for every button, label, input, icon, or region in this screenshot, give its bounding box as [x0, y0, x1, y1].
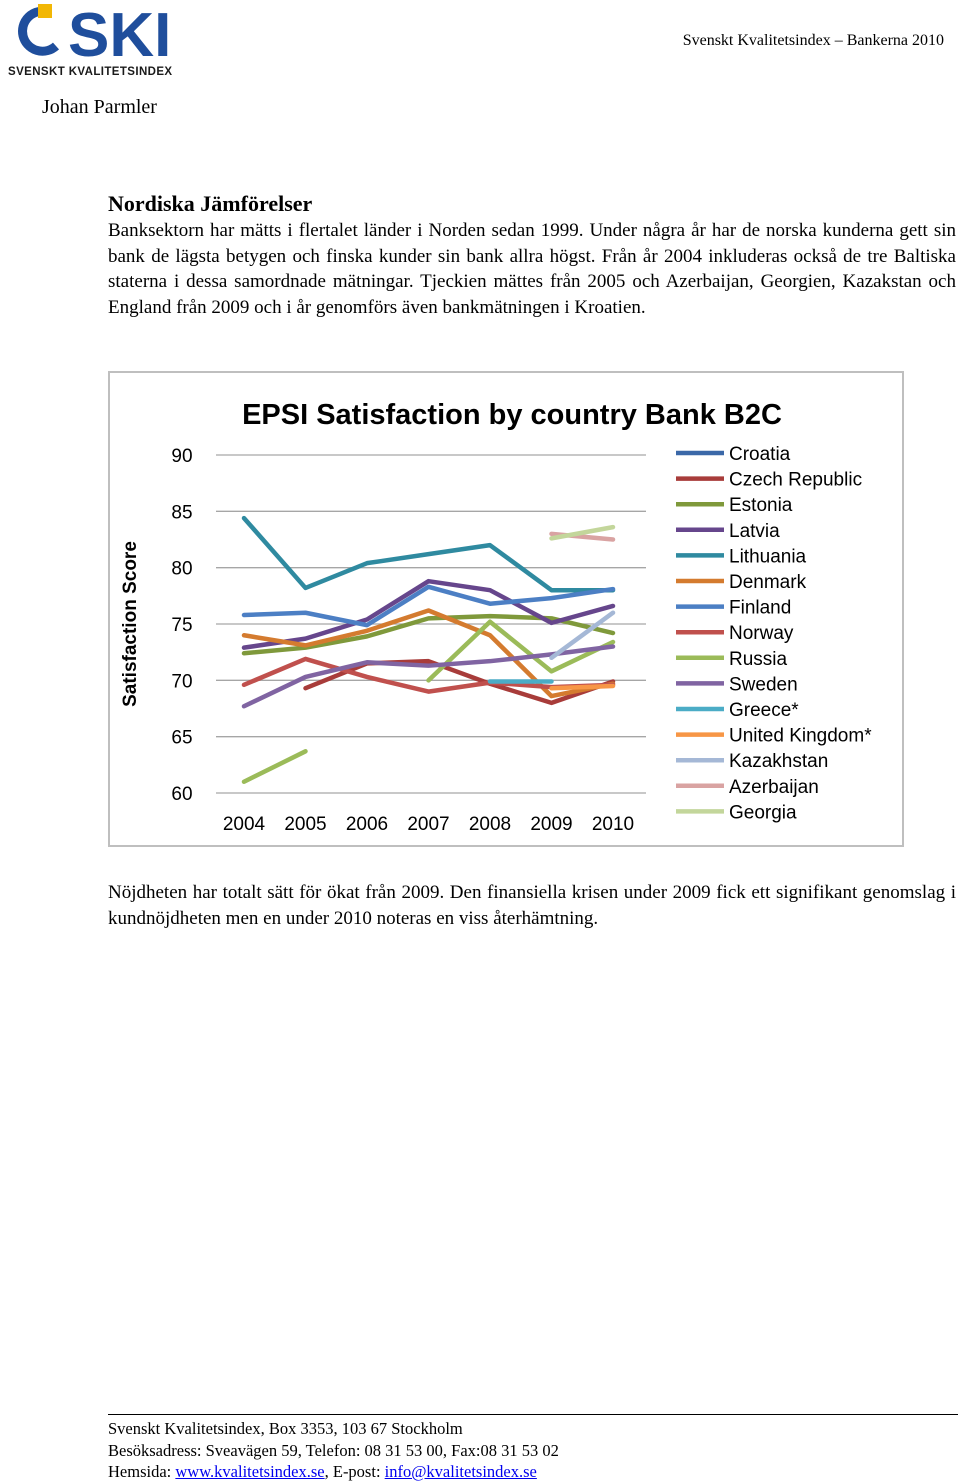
section-paragraph: Banksektorn har mätts i flertalet länder i Norden sedan 1999. Under några år har de norska kunderna gett sin bank de lägsta betygen och finska kunder sin bank allra högst. Från år 2004 inkluderas också de tre Baltiska staterna i dessa samordnade mätningar. Tjeckien mättes från 2005 och Azerbaijan, Georgien, Kazakstan och England från 2009 och i år genomförs även bankmätningen i Kroatien. — [108, 220, 956, 318]
footer-contact — [108, 1461, 559, 1483]
x-tick-label: 2005 — [284, 814, 327, 835]
legend-label: Georgia — [729, 802, 797, 824]
email-link[interactable]: info@kvalitetsindex.se — [384, 1462, 537, 1481]
legend-label: Norway — [729, 623, 794, 645]
x-tick-label: 2009 — [530, 814, 573, 835]
footer-address: Svenskt Kvalitetsindex, Box 3353, 103 67 Stockholm — [108, 1419, 463, 1438]
legend-label: Russia — [729, 648, 788, 670]
ski-logo — [8, 4, 208, 80]
header-title: Svenskt Kvalitetsindex – Bankerna 2010 — [682, 32, 944, 49]
footer-web-label: Hemsida: — [108, 1462, 176, 1481]
y-tick-label: 80 — [171, 558, 193, 580]
legend-label: United Kingdom* — [729, 725, 872, 747]
section-heading: Nordiska Jämförelser — [108, 191, 313, 216]
x-tick-label: 2008 — [468, 814, 512, 835]
y-tick-label: 90 — [171, 446, 193, 467]
y-tick-label: 60 — [171, 784, 193, 805]
y-axis-label: Satisfaction Score — [120, 541, 141, 707]
footer-divider — [108, 1414, 958, 1415]
legend-label: Czech Republic — [729, 469, 863, 491]
author-name: Johan Parmler — [42, 96, 157, 118]
x-tick-label: 2007 — [407, 814, 450, 835]
legend-label: Denmark — [729, 572, 807, 593]
x-tick-label: 2006 — [345, 814, 389, 835]
after-chart-paragraph: Nöjdheten har totalt sätt för ökat från 2009. Den finansiella krisen under 2009 fick ett signifikant genomslag i kundnöjdheten men en under 2010 noteras en viss återhämtning. — [108, 882, 956, 929]
legend-label: Lithuania — [729, 546, 807, 568]
series-line-russia — [244, 751, 306, 781]
legend-label: Estonia — [729, 495, 793, 517]
y-tick-label: 65 — [171, 727, 193, 749]
legend-label: Sweden — [729, 674, 798, 696]
legend-label: Croatia — [729, 444, 791, 465]
legend-label: Greece* — [729, 700, 799, 721]
logo-subtitle: SVENSKT KVALITETSINDEX — [8, 66, 173, 78]
x-tick-label: 2004 — [222, 814, 266, 835]
y-tick-label: 70 — [171, 671, 193, 693]
x-tick-label: 2010 — [591, 814, 635, 835]
ski-logo-mark — [8, 4, 208, 64]
satisfaction-chart — [110, 373, 906, 849]
y-tick-label: 75 — [171, 615, 193, 636]
y-tick-label: 85 — [171, 502, 193, 524]
legend-label: Kazakhstan — [729, 751, 829, 773]
logo-text: SKI — [68, 4, 172, 64]
footer-visit-address: Besöksadress: Sveavägen 59, Telefon: 08 31 53 00, Fax:08 31 53 02 — [108, 1440, 559, 1460]
logo-square — [38, 4, 52, 18]
chart-title: EPSI Satisfaction by country Bank B2C — [242, 399, 782, 431]
chart-container — [108, 371, 904, 847]
series-line-united-kingdom- — [552, 686, 614, 688]
footer-email-label: , E-post: — [324, 1462, 385, 1481]
legend-label: Azerbaijan — [729, 776, 819, 798]
footer — [108, 1418, 559, 1483]
legend-label: Finland — [729, 597, 792, 619]
nordic-section — [108, 190, 956, 320]
legend-label: Latvia — [729, 520, 780, 542]
website-link[interactable]: www.kvalitetsindex.se — [175, 1462, 325, 1481]
